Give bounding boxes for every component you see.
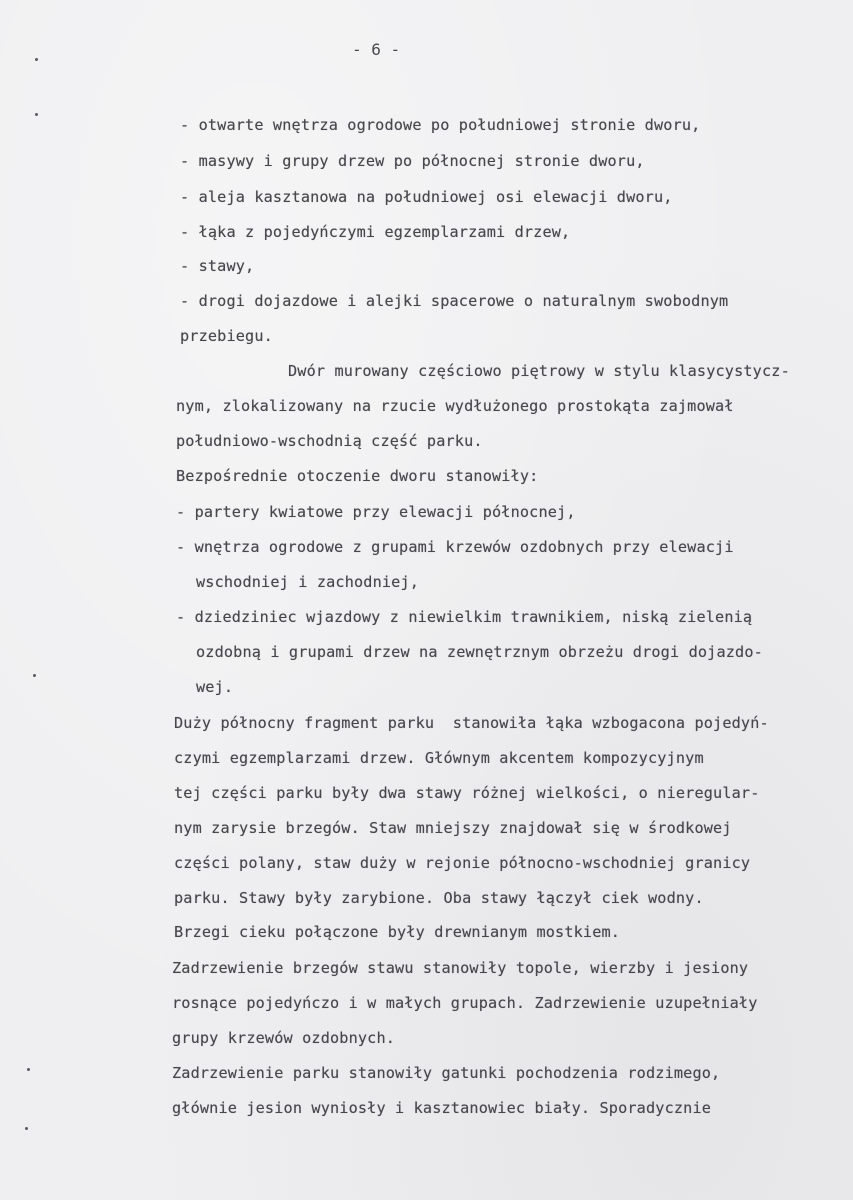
text-line: - wnętrza ogrodowe z grupami krzewów ozdobnych przy elewacji	[176, 538, 734, 556]
text-line: - łąka z pojedyńczymi egzemplarzami drzew,	[180, 223, 571, 241]
text-line: Zadrzewienie parku stanowiły gatunki pochodzenia rodzimego,	[172, 1064, 721, 1082]
text-line: czymi egzemplarzami drzew. Głównym akcentem kompozycyjnym	[174, 749, 704, 767]
text-line: nym, zlokalizowany na rzucie wydłużonego prostokąta zajmował	[176, 397, 734, 415]
text-line: głównie jesion wyniosły i kasztanowiec biały. Sporadycznie	[172, 1099, 712, 1117]
text-line: części polany, staw duży w rejonie północno-wschodniej granicy	[174, 854, 751, 872]
margin-dot	[35, 113, 38, 116]
text-line: - aleja kasztanowa na południowej osi elewacji dworu,	[180, 188, 673, 206]
text-line: południowo-wschodnią część parku.	[176, 432, 483, 450]
margin-dot	[27, 1068, 30, 1071]
text-line: - otwarte wnętrza ogrodowe po południowej stronie dworu,	[180, 116, 701, 134]
text-line: ozdobną i grupami drzew na zewnętrznym obrzeżu drogi dojazdo-	[196, 643, 763, 661]
text-line: nym zarysie brzegów. Staw mniejszy znajdował się w środkowej	[174, 819, 732, 837]
text-line: wej.	[196, 678, 234, 696]
margin-dot	[33, 674, 36, 677]
text-line: przebiegu.	[180, 327, 273, 345]
text-line: grupy krzewów ozdobnych.	[172, 1029, 396, 1047]
text-line: Zadrzewienie brzegów stawu stanowiły topole, wierzby i jesiony	[172, 959, 749, 977]
text-line: wschodniej i zachodniej,	[196, 573, 420, 591]
text-line: Brzegi cieku połączone były drewnianym mostkiem.	[174, 923, 621, 941]
text-line: Duży północny fragment parku stanowiła łąka wzbogacona pojedyń-	[174, 714, 769, 732]
text-line: Bezpośrednie otoczenie dworu stanowiły:	[176, 467, 539, 485]
margin-dot	[25, 1127, 28, 1130]
margin-dot	[35, 58, 38, 61]
text-line: - dziedziniec wjazdowy z niewielkim trawnikiem, niską zielenią	[176, 608, 753, 626]
text-line: - partery kwiatowe przy elewacji północnej,	[176, 503, 576, 521]
text-line: - masywy i grupy drzew po północnej stronie dworu,	[180, 152, 645, 170]
text-line: - drogi dojazdowe i alejki spacerowe o naturalnym swobodnym	[180, 292, 729, 310]
text-line: - stawy,	[180, 257, 255, 275]
text-line: rosnące pojedyńczo i w małych grupach. Zadrzewienie uzupełniały	[172, 994, 758, 1012]
text-line: parku. Stawy były zarybione. Oba stawy łączył ciek wodny.	[174, 889, 704, 907]
text-line: Dwór murowany częściowo piętrowy w stylu klasycystycz-	[288, 362, 790, 380]
text-line: tej części parku były dwa stawy różnej wielkości, o nieregular-	[174, 784, 760, 802]
page-number: - 6 -	[352, 40, 401, 59]
